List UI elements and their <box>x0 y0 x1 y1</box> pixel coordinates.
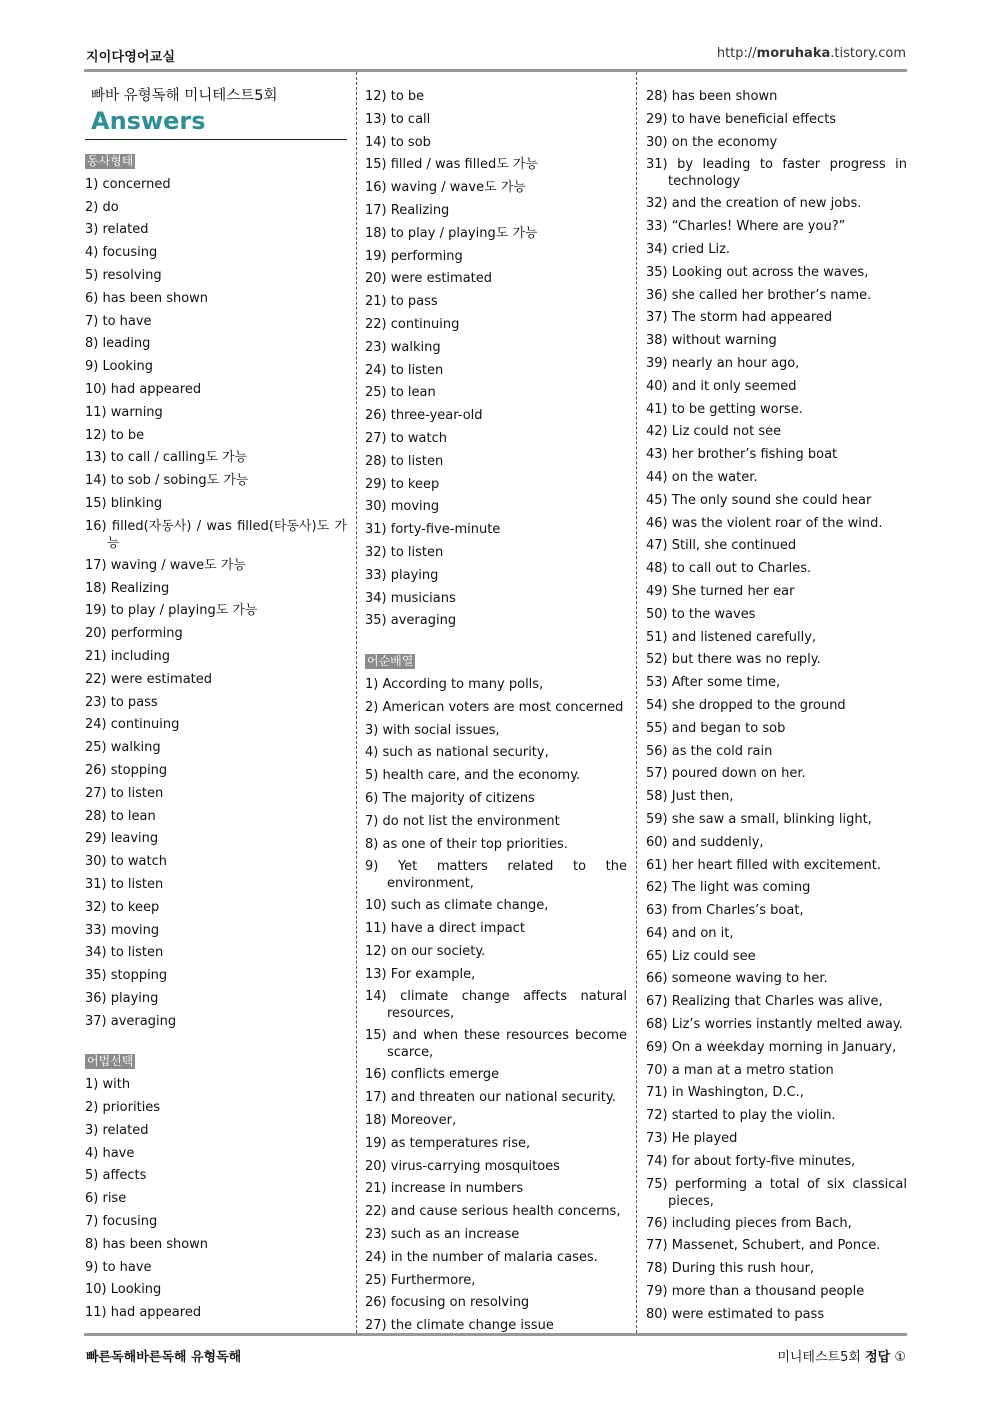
answer-item: 70) a man at a metro station <box>646 1062 834 1078</box>
answer-item: 19) performing <box>365 248 463 264</box>
answer-item: 22) continuing <box>365 316 460 332</box>
answer-item: 8) as one of their top priorities. <box>365 836 568 852</box>
answer-item: 6) The majority of citizens <box>365 790 535 806</box>
answer-item: 16) filled(자동사) / was filled(타동사)도 가능 <box>85 518 347 551</box>
answer-item: 24) to listen <box>365 362 444 378</box>
page-subtitle: 빠바 유형독해 미니테스트5회 <box>91 88 278 104</box>
answer-item: 75) performing a total of six classical pieces, <box>646 1176 907 1209</box>
answer-item: 4) such as national security, <box>365 745 549 761</box>
answer-item: 52) but there was no reply. <box>646 652 821 668</box>
answer-item: 78) During this rush hour, <box>646 1261 815 1277</box>
answer-item: 8) leading <box>85 336 151 352</box>
answer-item: 17) and threaten our national security. <box>365 1090 616 1106</box>
answer-item: 17) Realizing <box>365 202 450 218</box>
column-2 <box>365 86 627 1338</box>
answer-item: 17) waving / wave도 가능 <box>85 557 246 573</box>
answer-item: 11) warning <box>85 404 163 420</box>
answer-item: 60) and suddenly, <box>646 834 764 850</box>
answer-item: 16) conflicts emerge <box>365 1067 500 1083</box>
url-suffix: .tistory.com <box>830 46 906 61</box>
answer-item: 6) has been shown <box>85 290 209 306</box>
answer-item: 27) to listen <box>85 785 164 801</box>
answer-item: 3) with social issues, <box>365 722 500 738</box>
section-label-grammar-choice: 어법선택 <box>87 1054 134 1069</box>
answer-list-grammar-choice-part-1 <box>85 1074 347 1325</box>
answer-item: 36) playing <box>85 990 159 1006</box>
url-prefix: http:// <box>716 46 757 61</box>
answer-item: 32) to keep <box>85 899 160 915</box>
footer-test-name: 미니테스트5회 <box>777 1350 861 1365</box>
answer-item: 66) someone waving to her. <box>646 971 828 987</box>
answer-item: 30) to watch <box>85 854 168 870</box>
answer-item: 54) she dropped to the ground <box>646 697 846 713</box>
answer-item: 22) and cause serious health concerns, <box>365 1204 621 1220</box>
answer-item: 30) moving <box>365 499 440 515</box>
answer-item: 28) to lean <box>85 808 156 824</box>
answer-item: 18) to play / playing도 가능 <box>365 225 538 241</box>
answer-item: 42) Liz could not see <box>646 424 782 440</box>
answer-list-verb-forms <box>85 174 347 1034</box>
answer-item: 34) to listen <box>85 945 164 961</box>
answer-item: 23) such as an increase <box>365 1227 520 1243</box>
answer-item: 10) Looking <box>85 1282 162 1298</box>
answer-item: 34) cried Liz. <box>646 241 731 257</box>
answer-item: 20) were estimated <box>365 271 493 287</box>
answer-item: 37) The storm had appeared <box>646 310 833 326</box>
answer-item: 21) to pass <box>365 294 438 310</box>
answer-item: 45) The only sound she could hear <box>646 492 872 508</box>
answer-item: 13) to call <box>365 111 431 127</box>
answer-item: 29) leaving <box>85 831 159 847</box>
answer-item: 13) to call / calling도 가능 <box>85 450 248 466</box>
answer-item: 10) such as climate change, <box>365 898 549 914</box>
footer-book-title: 빠른독해바른독해 유형독해 <box>86 1350 242 1365</box>
answer-item: 67) Realizing that Charles was alive, <box>646 994 883 1010</box>
answer-item: 37) averaging <box>85 1013 177 1029</box>
url-host: moruhaka <box>756 46 831 61</box>
answer-item: 27) to watch <box>365 430 448 446</box>
answer-item: 9) Looking <box>85 359 154 375</box>
answer-item: 30) on the economy <box>646 134 778 150</box>
column-1 <box>85 86 347 1325</box>
answer-item: 12) to be <box>365 89 425 104</box>
answer-item: 26) three-year-old <box>365 408 483 424</box>
site-url[interactable] <box>717 46 906 61</box>
answer-item: 1) with <box>85 1077 131 1093</box>
column-divider <box>636 72 637 1333</box>
page-title: Answers <box>91 107 206 135</box>
answer-item: 79) more than a thousand people <box>646 1284 865 1300</box>
answer-item: 25) to lean <box>365 385 436 401</box>
answer-item: 14) climate change affects natural resources, <box>365 989 627 1022</box>
answer-item: 2) priorities <box>85 1100 161 1116</box>
answer-item: 55) and began to sob <box>646 720 786 736</box>
answer-item: 11) have a direct impact <box>365 921 525 937</box>
answer-item: 7) to have <box>85 313 152 329</box>
answer-item: 4) focusing <box>85 245 158 261</box>
answer-item: 27) the climate change issue <box>365 1318 554 1334</box>
answer-item: 20) virus-carrying mosquitoes <box>365 1158 560 1174</box>
answer-item: 56) as the cold rain <box>646 743 773 759</box>
title-rule <box>85 139 347 140</box>
column-divider <box>356 72 357 1333</box>
answer-list-word-order-part-2 <box>646 86 907 1327</box>
answer-item: 14) to sob / sobing도 가능 <box>85 473 249 489</box>
answer-item: 32) to listen <box>365 544 444 560</box>
answer-item: 18) Moreover, <box>365 1113 457 1129</box>
answer-item: 28) to listen <box>365 453 444 469</box>
section-label-verb-forms: 동사형태 <box>87 154 134 168</box>
answer-item: 19) as temperatures rise, <box>365 1135 531 1151</box>
answer-item: 64) and on it, <box>646 925 734 941</box>
answer-item: 62) The light was coming <box>646 880 811 896</box>
section-label-word-order: 어순배열 <box>367 654 414 669</box>
answer-item: 9) to have <box>85 1259 152 1275</box>
answer-item: 5) health care, and the economy. <box>365 768 581 784</box>
answer-item: 74) for about forty-five minutes, <box>646 1153 856 1169</box>
answer-item: 24) continuing <box>85 717 180 733</box>
column-3 <box>646 86 907 1327</box>
answer-item: 65) Liz could see <box>646 948 756 964</box>
answer-item: 10) had appeared <box>85 381 202 397</box>
answer-item: 19) to play / playing도 가능 <box>85 603 258 619</box>
answer-item: 28) has been shown <box>646 89 778 104</box>
answer-item: 11) had appeared <box>85 1305 202 1321</box>
answer-item: 23) walking <box>365 339 441 355</box>
answer-item: 20) performing <box>85 626 183 642</box>
footer-answer-label: 정답 <box>865 1350 891 1365</box>
answer-item: 24) in the number of malaria cases. <box>365 1249 598 1265</box>
answer-item: 58) Just then, <box>646 789 734 805</box>
answer-item: 32) and the creation of new jobs. <box>646 196 862 212</box>
answer-item: 29) to keep <box>365 476 440 492</box>
answer-item: 34) musicians <box>365 590 456 606</box>
answer-item: 7) focusing <box>85 1214 158 1230</box>
answer-item: 33) “Charles! Where are you?” <box>646 219 846 235</box>
footer-page-label <box>777 1346 906 1365</box>
footer-rule <box>84 1333 907 1336</box>
answer-item: 21) including <box>85 648 170 664</box>
answer-item: 35) averaging <box>365 613 457 629</box>
answer-item: 72) started to play the violin. <box>646 1108 836 1124</box>
answer-item: 26) stopping <box>85 762 168 778</box>
answer-item: 2) American voters are most concerned <box>365 699 624 715</box>
answer-item: 51) and listened carefully, <box>646 629 817 645</box>
answer-item: 33) playing <box>365 567 439 583</box>
answer-item: 12) on our society. <box>365 943 486 959</box>
answer-item: 69) On a weekday morning in January, <box>646 1039 897 1055</box>
answer-item: 29) to have beneficial effects <box>646 111 837 127</box>
answer-item: 1) According to many polls, <box>365 676 544 692</box>
answer-item: 7) do not list the environment <box>365 813 560 829</box>
answer-item: 15) filled / was filled도 가능 <box>365 157 539 173</box>
answer-item: 31) by leading to faster progress in technology <box>646 157 907 190</box>
answer-item: 46) was the violent roar of the wind. <box>646 515 883 531</box>
answer-item: 25) Furthermore, <box>365 1272 476 1288</box>
answer-item: 39) nearly an hour ago, <box>646 355 800 371</box>
answer-item: 53) After some time, <box>646 675 781 691</box>
answer-item: 38) without warning <box>646 333 777 349</box>
answer-item: 26) focusing on resolving <box>365 1295 530 1311</box>
answer-item: 59) she saw a small, blinking light, <box>646 811 872 827</box>
answer-item: 73) He played <box>646 1131 738 1147</box>
answer-item: 13) For example, <box>365 966 476 982</box>
answer-item: 6) rise <box>85 1191 127 1207</box>
answer-item: 35) Looking out across the waves, <box>646 264 869 280</box>
answer-item: 33) moving <box>85 922 160 938</box>
answer-item: 8) has been shown <box>85 1236 209 1252</box>
answer-item: 71) in Washington, D.C., <box>646 1085 804 1101</box>
answer-item: 77) Massenet, Schubert, and Ponce. <box>646 1238 881 1254</box>
answer-item: 21) increase in numbers <box>365 1181 524 1197</box>
answer-item: 25) walking <box>85 740 161 756</box>
answer-item: 31) forty-five-minute <box>365 522 501 538</box>
answer-item: 3) related <box>85 1122 149 1138</box>
answer-item: 1) concerned <box>85 176 171 192</box>
page-number: ① <box>894 1350 906 1365</box>
answer-item: 40) and it only seemed <box>646 378 797 394</box>
answer-item: 68) Liz’s worries instantly melted away. <box>646 1017 903 1033</box>
answer-item: 61) her heart filled with excitement. <box>646 857 881 873</box>
answer-item: 35) stopping <box>85 968 168 984</box>
answer-item: 48) to call out to Charles. <box>646 561 812 577</box>
answer-item: 36) she called her brother’s name. <box>646 287 872 303</box>
answer-item: 12) to be <box>85 427 145 443</box>
answer-item: 80) were estimated to pass <box>646 1306 825 1322</box>
answer-item: 47) Still, she continued <box>646 538 797 554</box>
answer-item: 4) have <box>85 1145 135 1161</box>
answer-item: 44) on the water. <box>646 469 758 485</box>
answer-list-word-order-part-1 <box>365 674 627 1338</box>
answer-list-grammar-choice-part-2 <box>365 86 627 633</box>
answer-item: 41) to be getting worse. <box>646 401 803 417</box>
answer-item: 3) related <box>85 222 149 238</box>
answer-item: 5) resolving <box>85 267 162 283</box>
answer-item: 50) to the waves <box>646 606 756 622</box>
answer-item: 15) blinking <box>85 495 163 511</box>
answer-item: 15) and when these resources become scarce, <box>365 1028 627 1061</box>
answer-item: 18) Realizing <box>85 580 170 596</box>
answer-item: 23) to pass <box>85 694 158 710</box>
header-rule <box>84 69 907 72</box>
answer-item: 76) including pieces from Bach, <box>646 1215 852 1231</box>
answer-item: 2) do <box>85 199 119 215</box>
answer-item: 16) waving / wave도 가능 <box>365 180 526 196</box>
answer-item: 5) affects <box>85 1168 147 1184</box>
answer-item: 9) Yet matters related to the environment, <box>365 859 627 892</box>
answer-item: 63) from Charles’s boat, <box>646 903 804 919</box>
site-name: 지이다영어교실 <box>86 50 176 65</box>
answer-item: 43) her brother’s fishing boat <box>646 447 838 463</box>
answer-item: 49) She turned her ear <box>646 583 795 599</box>
answer-item: 14) to sob <box>365 134 431 150</box>
answer-item: 57) poured down on her. <box>646 766 806 782</box>
answer-item: 22) were estimated <box>85 671 213 687</box>
answer-item: 31) to listen <box>85 876 164 892</box>
